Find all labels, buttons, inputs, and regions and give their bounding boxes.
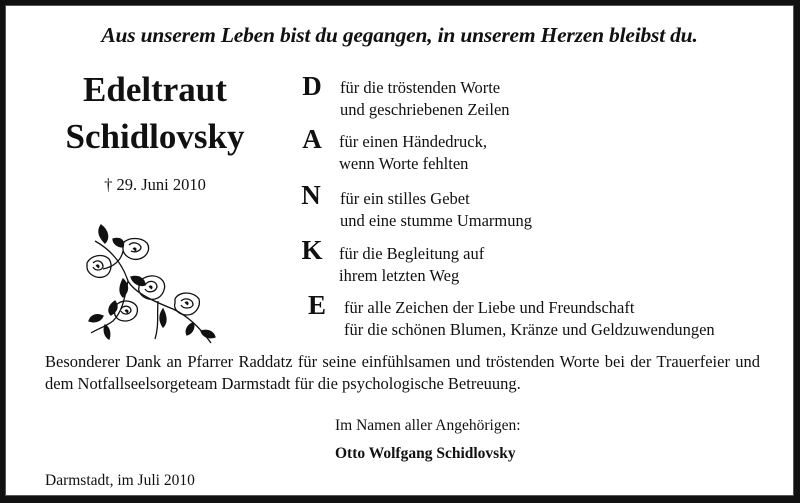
special-thanks-paragraph: Besonderer Dank an Pfarrer Raddatz für seine einfühlsamen und tröstenden Worte bei der Trauerfeier und dem Notfallseelsorgeteam Darmstadt für die psychologische Betreuung. bbox=[45, 352, 760, 393]
acrostic-letter-n: N bbox=[301, 180, 321, 210]
death-date: † 29. Juni 2010 bbox=[104, 175, 206, 194]
motto-heading: Aus unserem Leben bist du gegangen, in unserem Herzen bleibst du. bbox=[101, 23, 698, 47]
acrostic-line: und geschriebenen Zeilen bbox=[340, 100, 510, 119]
acrostic-letter-e: E bbox=[307, 290, 326, 320]
acrostic-letter-k: K bbox=[301, 235, 323, 265]
acrostic-line: für die Begleitung auf bbox=[339, 244, 485, 263]
acrostic-letter-a: A bbox=[302, 124, 322, 154]
acrostic-line: für die tröstenden Worte bbox=[340, 78, 501, 97]
signature-intro: Im Namen aller Angehörigen: bbox=[335, 417, 521, 434]
acrostic-line: wenn Worte fehlten bbox=[339, 154, 469, 173]
place-and-date: Darmstadt, im Juli 2010 bbox=[45, 472, 195, 489]
acrostic-line: und eine stumme Umarmung bbox=[340, 211, 533, 230]
acrostic-letter-d: D bbox=[302, 71, 322, 101]
acrostic-line: für ein stilles Gebet bbox=[340, 189, 470, 208]
acrostic-line: für einen Händedruck, bbox=[339, 132, 487, 151]
signature-name: Otto Wolfgang Schidlovsky bbox=[335, 445, 516, 462]
acrostic-line: für die schönen Blumen, Kränze und Geldzuwendungen bbox=[344, 320, 715, 339]
deceased-last-name: Schidlovsky bbox=[65, 117, 245, 156]
deceased-first-name: Edeltraut bbox=[83, 70, 227, 109]
acrostic-line: für alle Zeichen der Liebe und Freundschaft bbox=[344, 298, 635, 317]
roses-icon bbox=[83, 221, 218, 346]
acrostic-line: ihrem letzten Weg bbox=[339, 266, 460, 285]
